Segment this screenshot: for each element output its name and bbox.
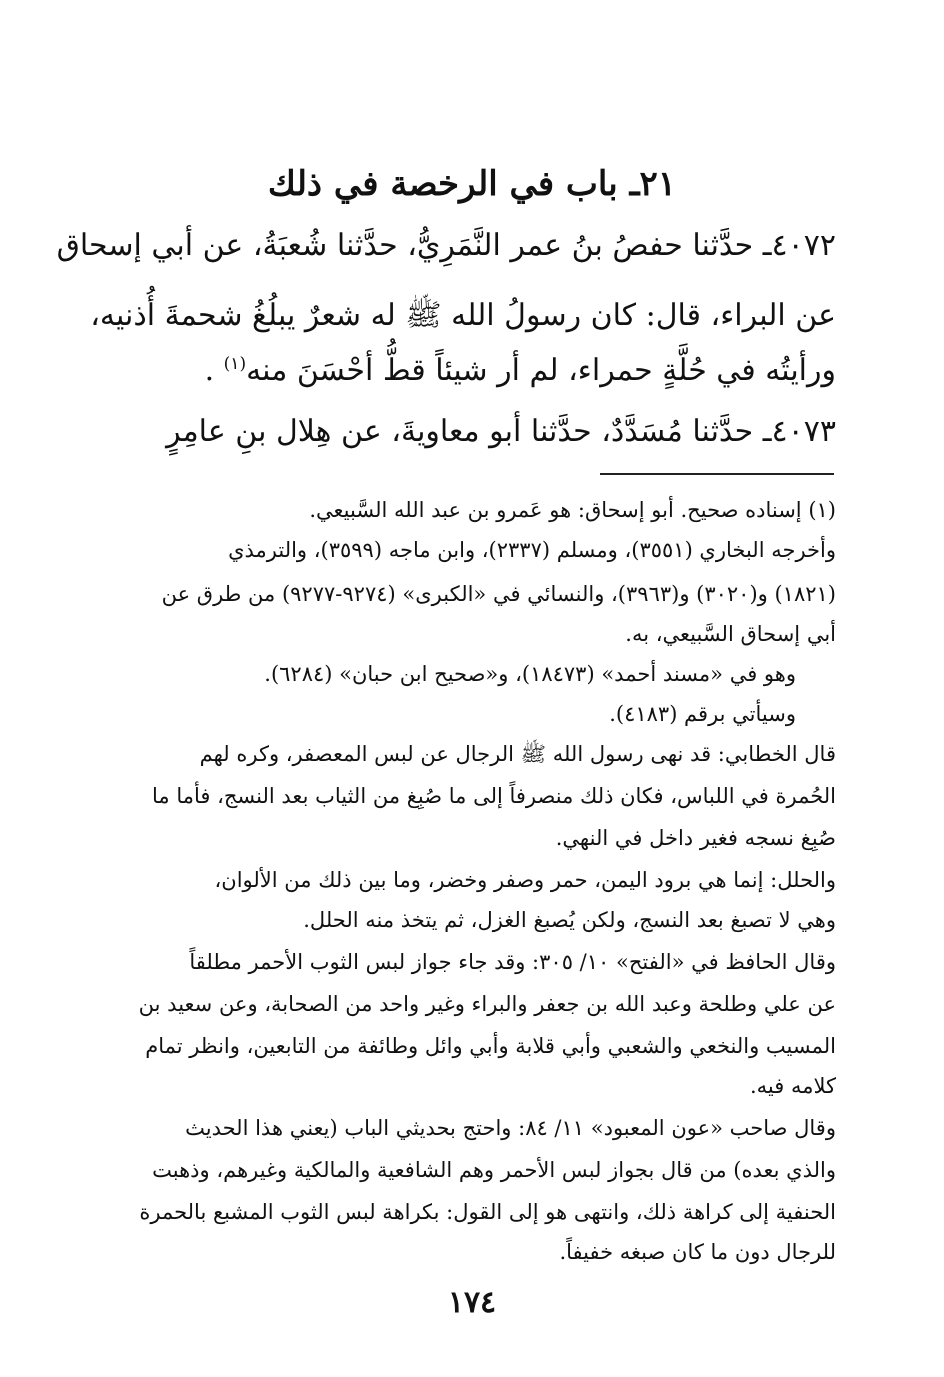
footnote-line: للرجال دون ما كان صبغه خفيفاً. [559,1240,836,1264]
footnote-line: صُبِغ نسجه فغير داخل في النهي. [555,826,836,850]
footnote-line: وهي لا تصبغ بعد النسج، ولكن يُصبغ الغزل، ثم يتخذ منه الحلل. [303,908,836,932]
footnote-line: وسيأتي برقم (٤١٨٣). [609,702,796,726]
footnote-line: (١٨٢١) و(٣٠٢٠) و(٣٩٦٣)، والنسائي في «الكبرى» (٩٢٧٤-٩٢٧٧) من طرق عن [161,582,836,606]
footnote-line: والحلل: إنما هي برود اليمن، حمر وصفر وخضر، وما بين ذلك من الألوان، [214,868,836,892]
hadith-line-3 [102,334,836,401]
hadith-line-2: عن البراء، قال: كان رسولُ الله ﷺ له شعرٌ يبلُغُ شحمةَ أُذنيه، [90,298,836,333]
footnote-line: كلامه فيه. [749,1074,836,1098]
footnote-line: قال الخطابي: قد نهى رسول الله ﷺ الرجال عن لبس المعصفر، وكره لهم [199,742,836,766]
footnote-line: وأخرجه البخاري (٣٥٥١)، ومسلم (٢٣٣٧)، وابن ماجه (٣٥٩٩)، والترمذي [228,538,836,562]
page-number: ١٧٤ [447,1285,497,1320]
footnote-line: (١) إسناده صحيح. أبو إسحاق: هو عَمرو بن عبد الله السَّبيعي. [309,498,836,522]
hadith-line-1: ٤٠٧٢ـ حدَّثنا حفصُ بنُ عمر النَّمَرِيُّ، حدَّثنا شُعبَةُ، عن أبي إسحاق [56,228,836,263]
hadith-line-3-end: . [204,353,215,388]
hadith-line-3-text: ورأيتُه في حُلَّةٍ حمراء، لم أر شيئاً قطُّ أحْسَنَ منه [246,353,836,388]
footnote-line: الحُمرة في اللباس، فكان ذلك منصرفاً إلى ما صُبِغ من الثياب بعد النسج، فأما ما [152,784,836,808]
footnote-line: وقال الحافظ في «الفتح» ١٠/ ٣٠٥: وقد جاء جواز لبس الثوب الأحمر مطلقاً [189,950,836,974]
footnote-line: عن علي وطلحة وعبد الله بن جعفر والبراء وغير واحد من الصحابة، وعن سعيد بن [138,992,836,1016]
chapter-title: ٢١ـ باب في الرخصة في ذلك [267,164,677,204]
footnote-line: وهو في «مسند أحمد» (١٨٤٧٣)، و«صحيح ابن حبان» (٦٢٨٤). [264,662,796,686]
footnote-line: والذي بعده) من قال بجواز لبس الأحمر وهم الشافعية والمالكية وغيرهم، وذهبت [152,1158,836,1182]
hadith-line-4: ٤٠٧٣ـ حدَّثنا مُسَدَّدٌ، حدَّثنا أبو معاويةَ، عن هِلال بنِ عامِرٍ [166,414,836,449]
footnote-line: أبي إسحاق السَّبيعي، به. [625,622,836,646]
footnote-line: الحنفية إلى كراهة ذلك، وانتهى هو إلى القول: بكراهة لبس الثوب المشبع بالحمرة [139,1200,836,1224]
footnote-separator [600,473,834,475]
footnote-line: المسيب والنخعي والشعبي وأبي قلابة وأبي وائل وطائفة من التابعين، وانظر تمام [145,1034,836,1058]
footnote-marker: (١) [223,354,247,374]
footnote-line: وقال صاحب «عون المعبود» ١١/ ٨٤: واحتج بحديثي الباب (يعني هذا الحديث [185,1116,836,1140]
